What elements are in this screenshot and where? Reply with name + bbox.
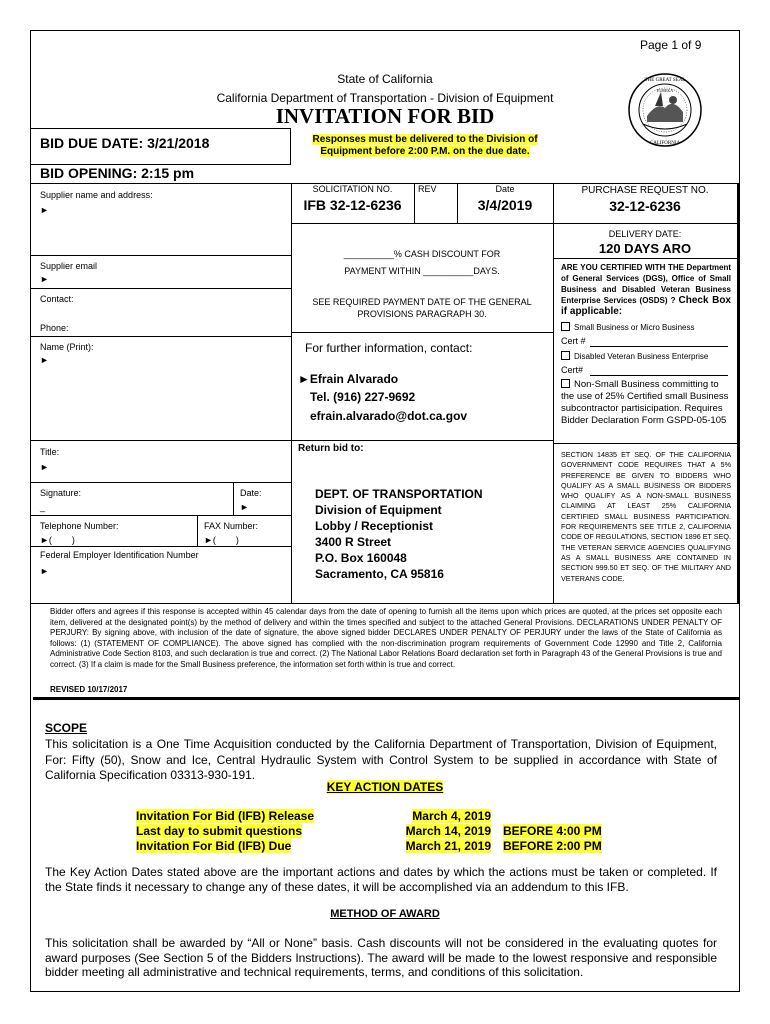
checkbox-icon[interactable] <box>561 379 570 388</box>
purchase-request-label: PURCHASE REQUEST NO. <box>581 185 709 196</box>
solicitation-date: 3/4/2019 <box>477 197 533 213</box>
telephone-label: Telephone Number: <box>40 521 119 531</box>
return-address-line: P.O. Box 160048 <box>315 551 407 565</box>
svg-text:EUREKA: EUREKA <box>656 88 674 93</box>
return-address-line: Division of Equipment <box>315 503 442 517</box>
preference-section-text: SECTION 14835 ET SEQ. OF THE CALIFORNIA GOVERNMENT CODE REQUIRES THAT A 5% PREFERENCE BE GIVEN TO BIDDERS WHO QUALIFY AS A SMALL BUSINESS OR BIDDERS WHO QUALIFY AS A NON-SMALL BUSINESS CLAIMING AT LEAST 25% CALIFORNIA CERTIFIED SMALL BUSINESS PARTICIPATION. FOR REQUIREMENTS SEE TITLE 2, CALIFORNIA CODE OF REGULATIONS, SECTION 1896 ET SEQ. THE VETERAN SERVICE AGENCIES QUALIFYING AS A SMALL BUSINESS ARE CONTAINED IN SECTION 999.50 ET SEQ. OF THE MILITARY AND VETERANS CODE. <box>561 450 731 583</box>
return-address-line: 3400 R Street <box>315 535 392 549</box>
responses-note: Responses must be delivered to the Division of Equipment before 2:00 P.M. on the due date. <box>312 134 538 157</box>
key-dates-heading: KEY ACTION DATES <box>326 780 444 794</box>
key-date-time: BEFORE 4:00 PM <box>503 824 602 838</box>
key-date-value: March 21, 2019 <box>405 839 491 853</box>
supplier-name-label: Supplier name and address: <box>40 190 153 200</box>
bid-opening: BID OPENING: 2:15 pm <box>40 165 195 181</box>
key-date-label: Invitation For Bid (IFB) Release <box>136 809 315 823</box>
state-seal-icon <box>627 72 703 148</box>
print-name-field[interactable]: ► <box>40 355 49 365</box>
grid-line <box>33 697 740 700</box>
grid-line <box>30 288 291 289</box>
contact-email[interactable]: efrain.alvarado@dot.ca.gov <box>310 409 468 423</box>
solicitation-no-label: SOLICITATION NO. <box>312 184 393 194</box>
key-date-time: BEFORE 2:00 PM <box>503 839 602 853</box>
option-small-business[interactable]: Small Business or Micro Business <box>561 322 694 332</box>
return-address <box>315 486 483 582</box>
grid-line <box>30 482 291 483</box>
key-date-label: Invitation For Bid (IFB) Due <box>136 839 292 853</box>
rev-label: REV <box>418 184 437 194</box>
delivery-value: 120 DAYS ARO <box>598 241 692 256</box>
return-address-line: DEPT. OF TRANSPORTATION <box>315 487 483 501</box>
fein-field[interactable]: ► <box>40 566 49 576</box>
supplier-email-label: Supplier email <box>40 261 98 271</box>
fax-field[interactable]: ►( ) <box>204 535 239 545</box>
option-dvbe[interactable]: Disabled Veteran Business Enterprise <box>561 351 708 361</box>
purchase-request-value: 32-12-6236 <box>609 198 681 214</box>
return-address-line: Lobby / Receptionist <box>315 519 434 533</box>
revised-date: REVISED 10/17/2017 <box>50 685 128 694</box>
grid-line <box>414 183 415 223</box>
grid-line <box>30 440 291 441</box>
award-text: This solicitation shall be awarded by “All or None” basis. Cash discounts will not be considered in the evaluating quotes for award purposes (See Section 5 of the Bidders Instructions). The award will be made to the lowest responsive and responsible bidder meeting all administrative and technical requirements, terms, and conditions of this solicitation. <box>45 936 717 979</box>
date-header-label: Date <box>495 184 515 194</box>
key-date-value: March 14, 2019 <box>405 824 491 838</box>
grid-line <box>30 336 291 337</box>
grid-line <box>30 546 291 547</box>
grid-line <box>291 440 553 441</box>
key-date-label: Last day to submit questions <box>136 824 303 838</box>
svg-text:THE GREAT SEAL: THE GREAT SEAL <box>644 78 686 83</box>
return-address-line: Sacramento, CA 95816 <box>315 567 444 581</box>
fax-label: FAX Number: <box>204 521 259 531</box>
return-bid-heading: Return bid to: <box>298 443 364 454</box>
state-name: State of California <box>337 72 433 86</box>
title-label: Title: <box>40 447 60 457</box>
signature-field[interactable]: _ <box>40 502 46 512</box>
grid-line <box>291 223 740 224</box>
key-dates-labels <box>136 809 314 854</box>
grid-line <box>233 482 234 515</box>
cert-number-2: Cert# <box>561 365 584 375</box>
phone-label: Phone: <box>40 323 69 333</box>
print-name-label: Name (Print): <box>40 342 94 352</box>
cert-number-1: Cert # <box>561 336 586 346</box>
grid-line <box>291 183 292 603</box>
grid-line <box>553 443 737 444</box>
contact-label: Contact: <box>40 294 74 304</box>
contact-heading: For further information, contact: <box>305 341 473 355</box>
certification-question: ARE YOU CERTIFIED WITH THE Department of General Services (DGS), Office of Small Business and Disabled Veteran Business Enterprise Services (OSDS) ? Check Box if applicable: <box>561 263 731 317</box>
key-dates-note: The Key Action Dates stated above are the important actions and dates by which the actions must be taken or completed. If the State finds it necessary to change any of these dates, it will be accomplished via an addendum to this IFB. <box>45 865 717 894</box>
cert-number-2-line[interactable] <box>590 375 728 376</box>
grid-line <box>30 603 740 604</box>
discount-line1: __________% CASH DISCOUNT FOR <box>343 249 501 259</box>
grid-line <box>737 183 740 603</box>
checkbox-icon[interactable] <box>561 351 570 360</box>
telephone-field[interactable]: ►( ) <box>40 535 75 545</box>
page-title: INVITATION FOR BID <box>275 104 495 128</box>
department-name: California Department of Transportation - Division of Equipment <box>216 91 554 105</box>
signature-label: Signature: <box>40 488 82 498</box>
date-field[interactable]: ► <box>240 502 249 512</box>
cert-number-1-line[interactable] <box>590 346 728 347</box>
scope-text: This solicitation is a One Time Acquisition conducted by the California Department of Transportation, Division of Equipment, For: Fifty (50), Snow and Ice, Central Hydraulic System with Control System to be supplied in accordance with State of California Specification 03313-930-191. <box>45 737 717 782</box>
declaration-text: Bidder offers and agrees if this response is accepted within 45 calendar days from the date of opening to furnish all the items upon which prices are quoted, at the prices set opposite each item, delivered at the designated point(s) by the method of delivery and within the times specified and subject to the attached General Provisions. DECLARATIONS UNDER PENALTY OF PERJURY: By signing above, with inclusion of the date of signature, the above signed bidder DECLARES UNDER PENALTY OF PERJURY under the laws of the State of California as follows: (1) (STATEMENT OF COMPLIANCE). The above signed has complied with the non-discrimination program requirements of Government Code 12990 and Title 2, California Administrative Code Section 8103, and such declaration is true and correct. (2) The National Labor Relations Board declaration set forth in Paragraph 43 of the General Provisions is true and correct. (3) If a claim is made for the Small Business preference, the information set forth within is true and correct. <box>50 607 722 669</box>
title-field[interactable]: ► <box>40 462 49 472</box>
checkbox-icon[interactable] <box>561 322 570 331</box>
page-number: Page 1 of 9 <box>640 38 702 52</box>
grid-line <box>30 515 291 516</box>
grid-line <box>197 515 198 546</box>
discount-line2: PAYMENT WITHIN __________DAYS. <box>344 266 500 276</box>
bid-due-date: BID DUE DATE: 3/21/2018 <box>40 135 210 151</box>
discount-note: SEE REQUIRED PAYMENT DATE OF THE GENERAL PROVISIONS PARAGRAPH 30. <box>312 297 532 319</box>
supplier-name-field[interactable]: ► <box>40 205 49 215</box>
contact-phone: Tel. (916) 227-9692 <box>310 390 416 404</box>
key-dates-times <box>503 824 602 854</box>
key-dates-values <box>405 809 491 854</box>
grid-line <box>291 332 553 333</box>
solicitation-no-value: IFB 32-12-6236 <box>303 197 402 213</box>
award-heading: METHOD OF AWARD <box>330 908 440 920</box>
date-label: Date: <box>240 488 262 498</box>
option-non-small-business[interactable]: Non-Small Business committing to the use of 25% Certified small Business subcontractor partisicipation. Requires Bidder Declaration Form GSPD-05-105 <box>561 379 729 426</box>
grid-line <box>30 255 291 256</box>
delivery-label: DELIVERY DATE: <box>608 229 682 239</box>
svg-text:CALIFORNIA: CALIFORNIA <box>649 141 681 146</box>
key-date-value: March 4, 2019 <box>412 809 491 823</box>
scope-heading: SCOPE <box>45 721 88 735</box>
grid-line <box>553 258 737 259</box>
contact-name: ►Efrain Alvarado <box>298 372 399 386</box>
fein-label: Federal Employer Identification Number <box>40 550 199 560</box>
supplier-email-field[interactable]: ► <box>40 274 49 284</box>
